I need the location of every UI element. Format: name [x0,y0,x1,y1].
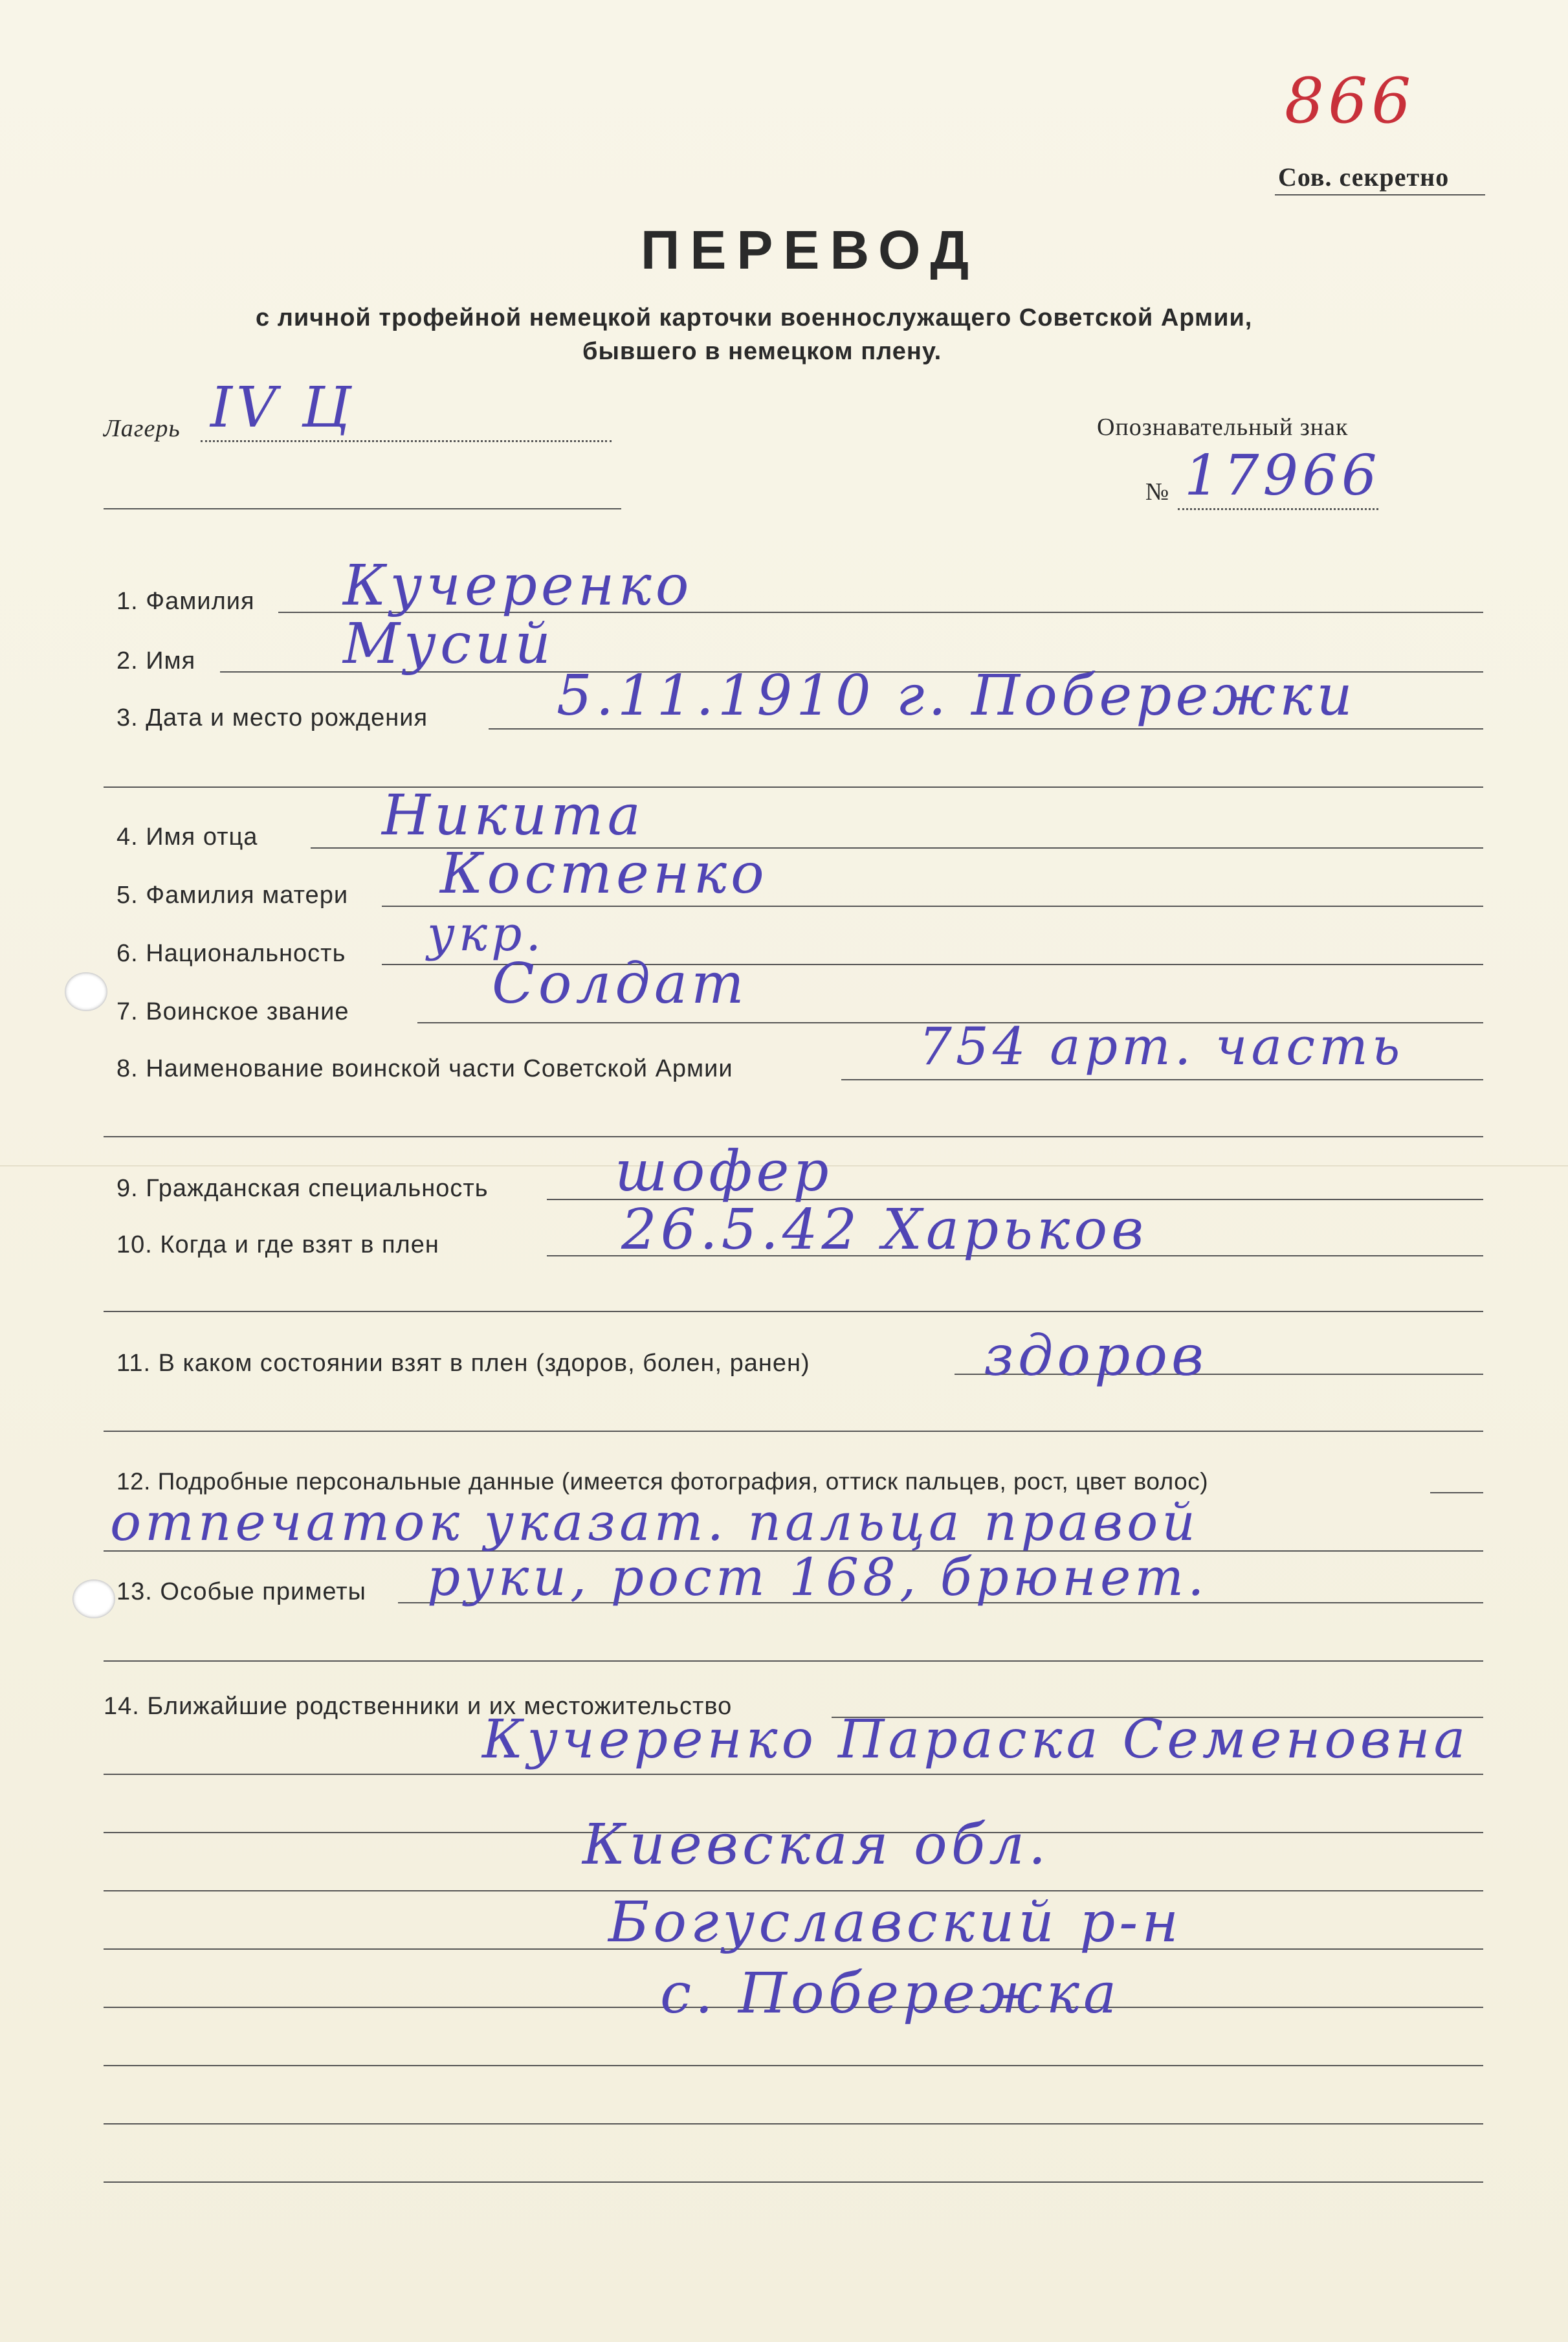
field-value-11: здоров [984,1324,1208,1388]
field-label-10: 10. Когда и где взят в плен [116,1231,439,1258]
field-value-3: 5.11.1910 г. Побережки [557,664,1356,728]
field-value-2: Мусий [343,612,555,676]
field-value-9: шофер [615,1139,833,1204]
relatives-line-6 [104,2065,1483,2066]
field-value-4: Никита [382,783,645,848]
idmark-label: Опознавательный знак [1097,414,1349,441]
field-value-1: Кучеренко [343,553,693,618]
field-label-11: 11. В каком состоянии взят в плен (здоров, болен, ранен) [116,1350,810,1377]
relatives-address-line2: Богуславский р-н [608,1890,1182,1955]
field-value-8: 754 арт. часть [919,1016,1404,1076]
field-value-7: Солдат [492,952,748,1016]
punch-hole-bottom [72,1579,115,1618]
field-value-13: руки, рост 168, брюнет. [427,1547,1208,1607]
field-label-13: 13. Особые приметы [116,1578,366,1605]
camp-value: IV Ц [210,375,355,440]
idmark-value: 17966 [1184,443,1381,508]
field-value-12: отпечаток указат. пальца правой [110,1492,1199,1552]
field-label-9: 9. Гражданская специальность [116,1175,489,1202]
field-label-12: 12. Подробные персональные данные (имеется фотография, оттиск пальцев, рост, цвет волос) [116,1468,1209,1495]
field-line-3 [489,728,1483,730]
field-value-10: 26.5.42 Харьков [621,1198,1148,1262]
field-label-8: 8. Наименование воинской части Советской Армии [116,1055,733,1082]
field-label-14: 14. Ближайшие родственники и их местожительство [104,1693,733,1720]
idmark-field-line [1178,508,1378,510]
field-label-3: 3. Дата и место рождения [116,704,428,731]
field-line-8 [841,1079,1483,1080]
relatives-line-8 [104,2181,1483,2183]
camp-label: Лагерь [104,415,181,442]
field-line-12 [1430,1492,1483,1493]
relatives-line-7 [104,2123,1483,2125]
field-label-6: 6. Национальность [116,940,346,967]
document-subtitle-line2: бывшего в немецком плену. [582,338,942,365]
field-value-14: Кучеренко Параска Семеновна [482,1709,1470,1770]
field-line-13b [104,1660,1483,1662]
archive-number: 866 [1285,65,1415,137]
field-label-1: 1. Фамилия [116,588,255,615]
idmark-number-label: № [1145,478,1170,506]
camp-field-line [201,440,612,442]
field-line-8b [104,1136,1483,1137]
classification-mark: Сов. секретно [1278,162,1450,192]
document-subtitle-line1: с личной трофейной немецкой карточки военнослужащего Советской Армии, [256,304,1253,331]
field-label-7: 7. Воинское звание [116,998,349,1025]
field-value-5: Костенко [440,842,768,906]
field-value-6: укр. [427,906,546,962]
relatives-line-1 [104,1774,1483,1775]
field-label-4: 4. Имя отца [116,823,258,851]
field-line-3b [104,786,1483,788]
relatives-address-line1: Киевская обл. [582,1812,1050,1877]
field-label-2: 2. Имя [116,647,196,675]
camp-second-line [104,508,621,509]
relatives-address-line3: с. Побережка [660,1961,1121,2026]
field-line-11b [104,1431,1483,1432]
punch-hole-top [65,972,107,1011]
document-title: ПЕРЕВОД [641,219,980,280]
classification-underline [1275,194,1485,195]
field-label-5: 5. Фамилия матери [116,882,349,909]
field-line-10b [104,1311,1483,1312]
